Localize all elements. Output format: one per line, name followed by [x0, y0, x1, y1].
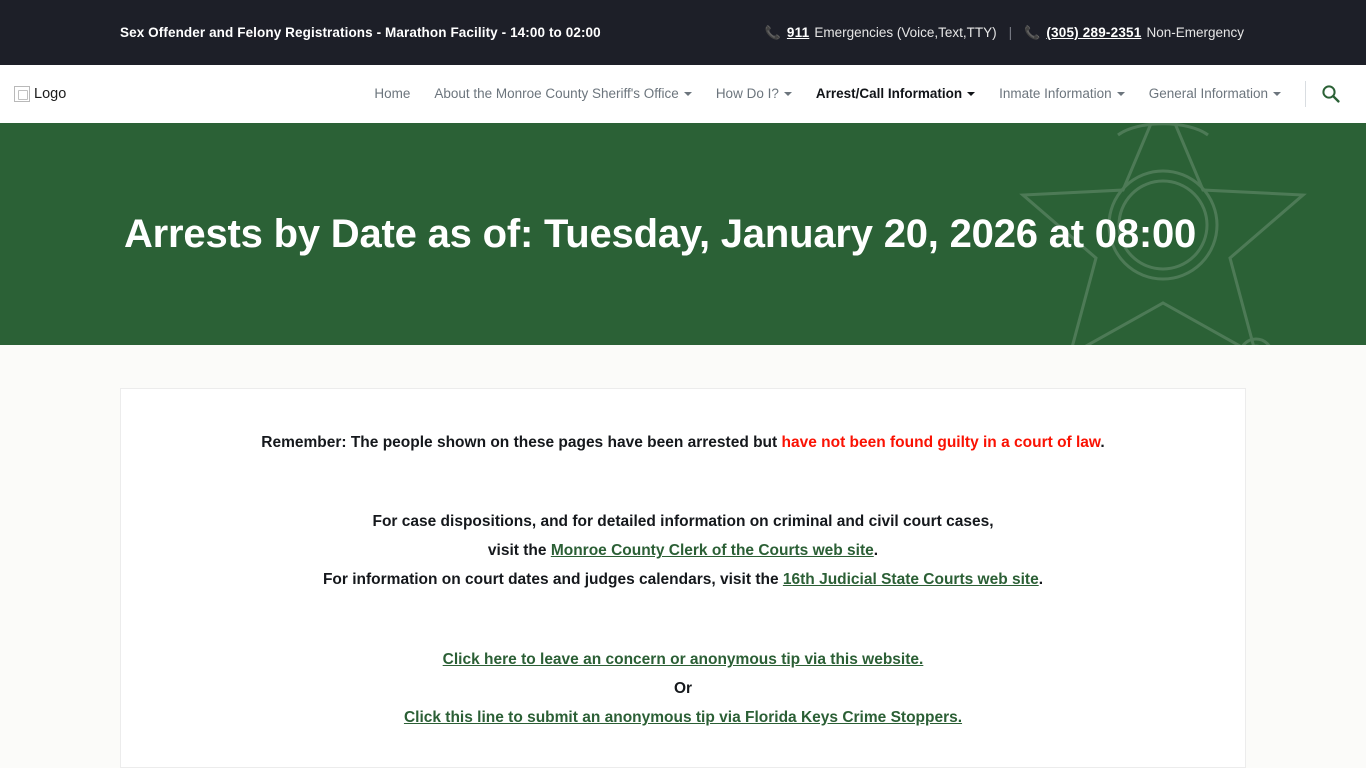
courts-line-prefix: For information on court dates and judges calendars, visit the [322, 570, 783, 588]
nav-item-about[interactable] [422, 78, 703, 109]
nav-item-arrest-call-information-label: Arrest/Call Information [815, 86, 963, 101]
nav-item-inmate-information-label: Inmate Information [999, 86, 1112, 101]
nav-item-home-label: Home [374, 86, 411, 101]
chevron-down-icon [1273, 92, 1281, 96]
disclaimer-prefix: Remember: The people shown on these pages have been arrested but [261, 434, 782, 451]
content-wrapper [0, 388, 1366, 768]
nav-item-home[interactable] [362, 78, 422, 109]
court-info-block [161, 508, 1205, 594]
disclaimer-warning: have not been found guilty in a court of law [781, 434, 1101, 451]
disclaimer-suffix: . [1100, 434, 1105, 451]
dispositions-line-1: For case dispositions, and for detailed information on criminal and civil court cases, [372, 513, 994, 531]
nav-item-how-do-i-label: How Do I? [715, 86, 779, 101]
nav-item-how-do-i[interactable] [704, 78, 804, 109]
website-tip-link[interactable]: Click here to leave an concern or anonymous tip via this website. [442, 651, 924, 669]
non-emergency-label: Non-Emergency [1146, 25, 1244, 40]
tip-link-2-row [161, 704, 1205, 733]
contact-separator: | [1008, 25, 1013, 40]
emergency-contacts [765, 25, 1244, 41]
phone-icon: 📞 [764, 24, 781, 40]
emergency-number-link[interactable]: 911 [786, 25, 810, 40]
tip-submission-block [161, 646, 1205, 732]
page-hero [0, 123, 1366, 345]
nav-item-general-information-label: General Information [1148, 86, 1268, 101]
nav-menu [362, 78, 1293, 109]
nav-item-inmate-information[interactable] [987, 78, 1137, 109]
tip-link-1-row [161, 646, 1205, 675]
chevron-down-icon [684, 92, 692, 96]
dispositions-line-2-suffix: . [873, 541, 879, 559]
main-navbar [0, 65, 1366, 123]
judicial-courts-link[interactable]: 16th Judicial State Courts web site [782, 570, 1039, 588]
arrest-disclaimer [161, 431, 1205, 454]
clerk-of-courts-link[interactable]: Monroe County Clerk of the Courts web site [550, 541, 874, 559]
dispositions-line-2 [161, 537, 1205, 566]
chevron-down-icon [784, 92, 792, 96]
nav-item-arrest-call-information[interactable] [804, 78, 987, 109]
nav-divider [1305, 81, 1306, 107]
crime-stoppers-tip-link[interactable]: Click this line to submit an anonymous tip via Florida Keys Crime Stoppers. [403, 708, 963, 726]
chevron-down-icon [1117, 92, 1125, 96]
nav-item-about-label: About the Monroe County Sheriff's Office [434, 86, 679, 101]
search-icon[interactable] [1316, 80, 1344, 108]
nav-right-group [362, 78, 1352, 109]
logo-alt-text: Logo [34, 85, 67, 102]
notice-card [120, 388, 1246, 768]
or-text: Or [673, 679, 693, 697]
site-logo[interactable] [14, 81, 66, 107]
hero-sub-strip [0, 345, 1366, 388]
alert-text: Sex Offender and Felony Registrations - Marathon Facility - 14:00 to 02:00 [120, 25, 601, 40]
non-emergency-number-link[interactable]: (305) 289-2351 [1046, 25, 1142, 40]
phone-icon-secondary: 📞 [1024, 24, 1041, 40]
dispositions-line-2-prefix: visit the [487, 541, 551, 559]
emergency-label: Emergencies (Voice,Text,TTY) [814, 25, 997, 40]
top-alert-bar [0, 0, 1366, 65]
svg-text:FLORIDA [1098, 123, 1228, 126]
courts-calendar-line [161, 566, 1205, 595]
courts-line-suffix: . [1038, 570, 1044, 588]
page-title: Arrests by Date as of: Tuesday, January 20, 2026 at 08:00 [124, 212, 1197, 256]
nav-item-general-information[interactable] [1137, 78, 1293, 109]
chevron-down-icon [967, 92, 975, 96]
broken-image-icon [14, 86, 30, 102]
